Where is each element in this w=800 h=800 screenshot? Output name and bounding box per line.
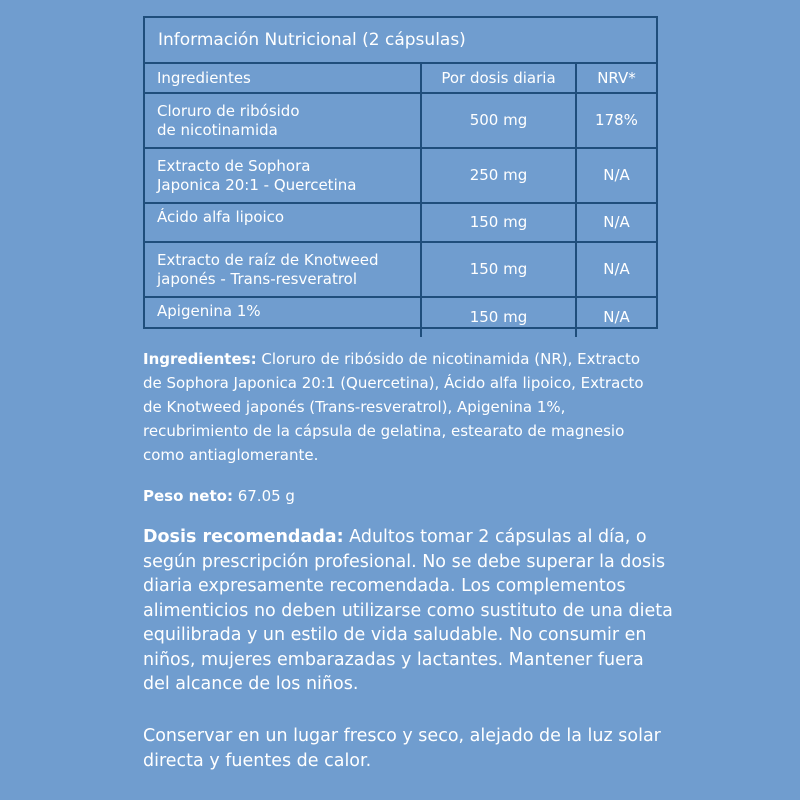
ingredients-label: Ingredientes: <box>143 350 257 368</box>
nrv-cell: N/A <box>576 148 656 203</box>
header-ingredients: Ingredientes <box>145 64 421 93</box>
ingredient-name-line: Japonica 20:1 - Quercetina <box>157 175 357 194</box>
nutrition-table <box>145 64 656 337</box>
header-daily-dose: Por dosis diaria <box>421 64 576 93</box>
table-header-row <box>145 64 656 93</box>
ingredient-name-cell <box>145 242 421 297</box>
net-weight-label: Peso neto: <box>143 487 233 505</box>
dosage-text: Adultos tomar 2 cápsulas al día, o según prescripción profesional. No se debe superar la dosis diaria expresamente recomendada. Los complementos alimenticios no deben utilizarse como sustituto de una dieta equilibrada y un estilo de vida saludable. No consumir en niños, mujeres embarazadas y lactantes. Mantener fuera del alcance de los niños. <box>143 527 673 694</box>
table-row <box>145 203 656 242</box>
ingredient-name-line: Cloruro de ribósido <box>157 101 300 120</box>
table-row <box>145 148 656 203</box>
dose-cell: 150 mg <box>421 242 576 297</box>
ingredient-name-line: japonés - Trans-resveratrol <box>157 269 358 288</box>
ingredients-text: Cloruro de ribósido de nicotinamida (NR), Extracto de Sophora Japonica 20:1 (Quercetina), Ácido alfa lipoico, Extracto de Knotweed japonés (Trans-resveratrol), Apigenina 1%, recubrimiento de la cápsula de gelatina, estearato de magnesio como antiaglomerante. <box>143 350 644 464</box>
nrv-cell: N/A <box>576 203 656 242</box>
ingredient-name-line: Apigenina 1% <box>157 302 261 320</box>
ingredient-name-cell <box>145 148 421 203</box>
dosage-paragraph <box>143 525 673 697</box>
ingredient-name-line: de nicotinamida <box>157 120 278 139</box>
table-row <box>145 297 656 337</box>
ingredient-name-line: Extracto de Sophora <box>157 156 311 175</box>
table-row <box>145 242 656 297</box>
ingredient-name-line: Extracto de raíz de Knotweed <box>157 250 379 269</box>
dose-cell: 150 mg <box>421 297 576 337</box>
ingredient-name-cell <box>145 93 421 148</box>
nutrition-table-title: Información Nutricional (2 cápsulas) <box>145 18 656 64</box>
ingredients-paragraph <box>143 347 663 467</box>
dose-cell: 500 mg <box>421 93 576 148</box>
net-weight-paragraph <box>143 484 663 508</box>
nutrition-table-panel <box>143 16 658 329</box>
nrv-cell: 178% <box>576 93 656 148</box>
dose-cell: 150 mg <box>421 203 576 242</box>
storage-text: Conservar en un lugar fresco y seco, alejado de la luz solar directa y fuentes de calor. <box>143 726 661 771</box>
nrv-cell: N/A <box>603 308 630 326</box>
nrv-cell: N/A <box>576 242 656 297</box>
dose-cell: 250 mg <box>421 148 576 203</box>
dosage-label: Dosis recomendada: <box>143 527 344 547</box>
storage-paragraph <box>143 724 673 773</box>
ingredient-name-line: Ácido alfa lipoico <box>157 208 285 226</box>
ingredient-name-cell <box>145 297 421 337</box>
table-row <box>145 93 656 148</box>
header-nrv: NRV* <box>576 64 656 93</box>
ingredient-name-cell <box>145 203 421 242</box>
net-weight-value: 67.05 g <box>232 487 295 505</box>
